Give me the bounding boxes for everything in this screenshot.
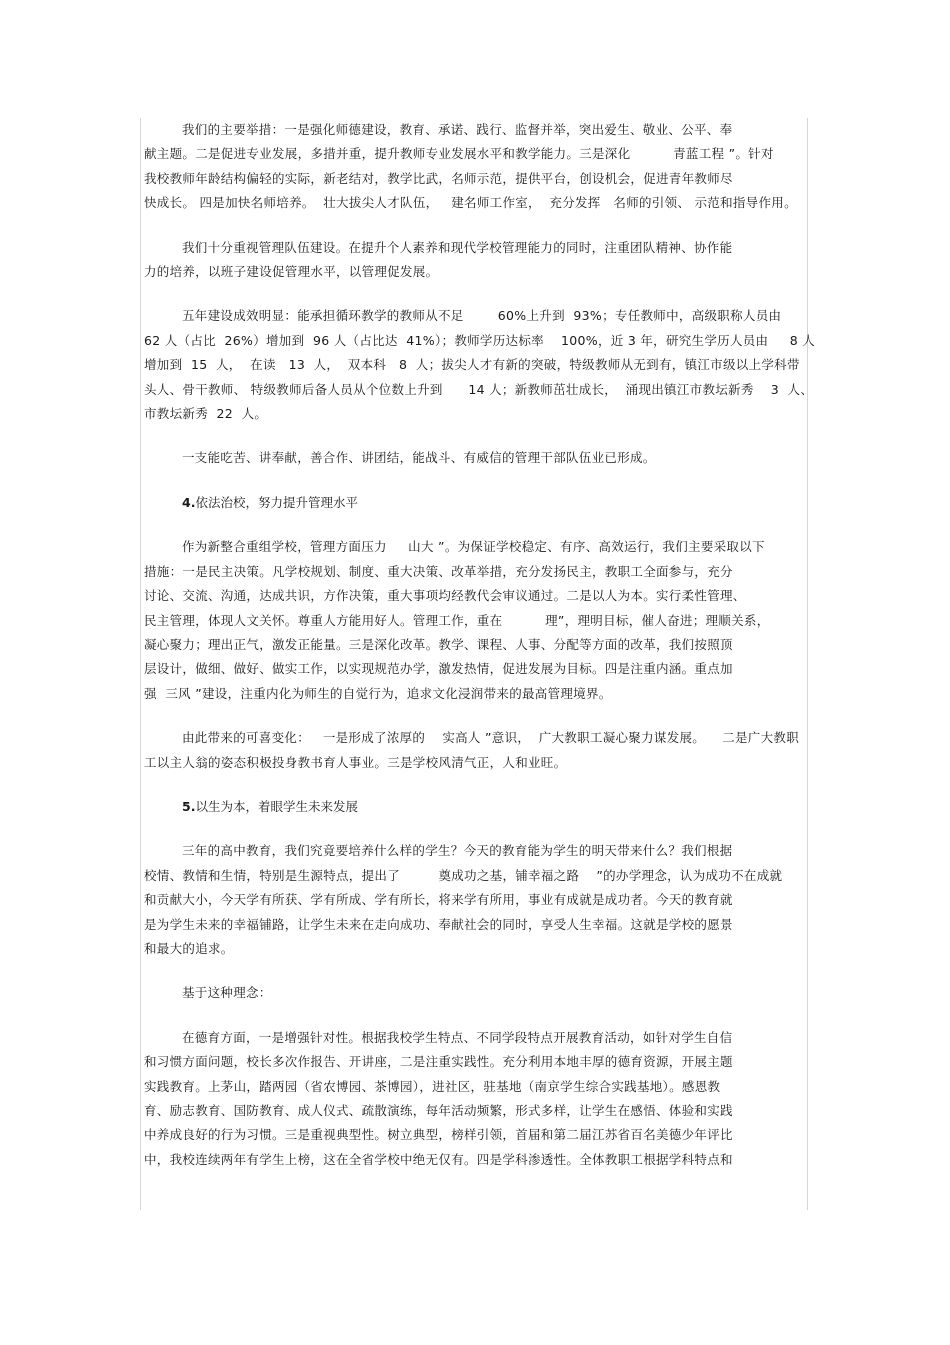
text-line: 62 人（占比 26%）增加到 96 人（占比达 41%）；教师学历达标率 100%，近 3 年，研究生学历人员由 8 人 xyxy=(144,332,816,348)
text-line: 我校教师年龄结构偏轻的实际，新老结对，教学比武，名师示范，提供平台，创设机会，促进青年教师尽 xyxy=(144,170,733,186)
text-line: 和习惯方面问题，校长多次作报告、开讲座，二是注重实践性。充分利用本地丰厚的德育资源，开展主题 xyxy=(144,1054,733,1070)
paragraph xyxy=(144,839,808,961)
text-line: 在德育方面，一是增强针对性。根据我校学生特点、不同学段特点开展教育活动，如针对学生自信 xyxy=(182,1029,733,1045)
paragraph xyxy=(144,236,808,285)
paragraph xyxy=(144,304,816,426)
text-line: 育、励志教育、国防教育、成人仪式、疏散演练，每年活动频繁，形式多样，让学生在感悟、体验和实践 xyxy=(144,1103,733,1118)
text-line: 强 三风 ”建设，注重内化为师生的自觉行为，追求文化浸润带来的最高管理境界。 xyxy=(144,685,612,701)
text-line: 作为新整合重组学校，管理方面压力 山大 ”。为保证学校稳定、有序、高效运行，我们主要采取以下 xyxy=(182,539,765,555)
paragraph xyxy=(144,1026,808,1172)
paragraph xyxy=(144,981,808,1005)
paragraph xyxy=(144,446,808,470)
text-line: 增加到 15 人， 在读 13 人， 双本科 8 人；拔尖人才有新的突破，特级教师从无到有，镇江市级以上学科带 xyxy=(144,357,800,373)
text-line: 工以主人翁的姿态积极投身教书育人事业。三是学校风清气正，人和业旺。 xyxy=(144,754,567,770)
text-line: 中，我校连续两年有学生上榜，这在全省学校中绝无仅有。四是学科渗透性。全体教职工根据学科特点和 xyxy=(144,1151,733,1167)
text-line: 讨论、交流、沟通，达成共识，方作决策，重大事项均经教代会审议通过。二是以人为本。实行柔性管理、 xyxy=(144,588,746,604)
text-line: 民主管理，体现人文关怀。尊重人方能用好人。管理工作，重在 理”，理明目标，催人奋进；理顺关系， xyxy=(144,612,770,628)
text-line: 校情、教情和生情，特别是生源特点，提出了 奠成功之基，铺幸福之路 ”的办学理念，认为成功不在成就 xyxy=(144,867,783,883)
text-line: 市教坛新秀 22 人。 xyxy=(144,406,268,422)
text-line: 我们十分重视管理队伍建设。在提升个人素养和现代学校管理能力的同时，注重团队精神、协作能 xyxy=(182,239,733,255)
heading-4 xyxy=(144,491,808,515)
paragraph xyxy=(144,535,808,706)
text-line: 力的培养，以班子建设促管理水平，以管理促发展。 xyxy=(144,264,439,280)
text-line: 头人、骨干教师、 特级教师后备人员从个位数上升到 14 人；新教师茁壮成长， 涌现出镇江市教坛新秀 3 人、 xyxy=(144,381,814,397)
heading-5-text: 以生为本，着眼学生未来发展 xyxy=(195,798,358,814)
text-line: 措施：一是民主决策。凡学校规划、制度、重大决策、改革举措，充分发扬民主，教职工全面参与，充分 xyxy=(144,563,733,579)
text-line: 是为学生未来的幸福铺路，让学生未来在走向成功、奉献社会的同时，享受人生幸福。这就是学校的愿景 xyxy=(144,916,733,932)
text-line: 献主题。二是促进专业发展，多措并重，提升教师专业发展水平和教学能力。三是深化 青蓝工程 ”。针对 xyxy=(144,146,774,162)
text-line: 基于这种理念： xyxy=(182,985,272,1001)
text-line: 我们的主要举措：一是强化师德建设，教育、承诺、践行、监督并举，突出爱生、敬业、公平、奉 xyxy=(182,122,733,137)
text-line: 一支能吃苦、讲奉献，善合作、讲团结，能战斗、有威信的管理干部队伍业已形成。 xyxy=(182,450,656,466)
text-line: 实践教育。上茅山，踏两园（省农博园、茶博园），进社区，驻基地（南京学生综合实践基地）。感恩教 xyxy=(144,1078,721,1094)
section-students xyxy=(144,839,808,1172)
text-line: 由此带来的可喜变化： 一是形成了浓厚的 实高人 ”意识， 广大教职工凝心聚力谋发展。 二是广大教职 xyxy=(182,730,800,746)
heading-5 xyxy=(144,795,808,819)
paragraph xyxy=(144,726,808,775)
text-line: 三年的高中教育，我们究竟要培养什么样的学生？今天的教育能为学生的明天带来什么？我们根据 xyxy=(182,843,733,859)
heading-5-number: 5. xyxy=(182,798,196,814)
document-page xyxy=(144,118,816,1192)
section-management xyxy=(144,535,808,775)
text-line: 层设计，做细、做好、做实工作，以实现规范办学，激发热情，促进发展为目标。四是注重内涵。重点加 xyxy=(144,661,733,677)
heading-4-text: 依法治校，努力提升管理水平 xyxy=(195,494,358,510)
text-line: 五年建设成效明显：能承担循环教学的教师从不足 60%上升到 93%；专任教师中，高级职称人员由 xyxy=(182,308,782,324)
text-line: 中养成良好的行为习惯。三是重视典型性。树立典型，榜样引领，首届和第二届江苏省百名美德少年评比 xyxy=(144,1127,733,1143)
text-line: 快成长。 四是加快名师培养。 壮大拔尖人才队伍， 建名师工作室， 充分发挥 名师的引领、 示范和指导作用。 xyxy=(144,195,797,211)
text-line: 凝心聚力；理出正气，激发正能量。三是深化改革。教学、课程、人事、分配等方面的改革，我们按照顶 xyxy=(144,636,733,652)
paragraph xyxy=(144,118,808,216)
section-teachers xyxy=(144,118,816,471)
heading-4-number: 4. xyxy=(182,494,196,510)
text-line: 和贡献大小，今天学有所获、学有所成、学有所长，将来学有所用，事业有成就是成功者。今天的教育就 xyxy=(144,892,733,908)
text-line: 和最大的追求。 xyxy=(144,940,234,956)
